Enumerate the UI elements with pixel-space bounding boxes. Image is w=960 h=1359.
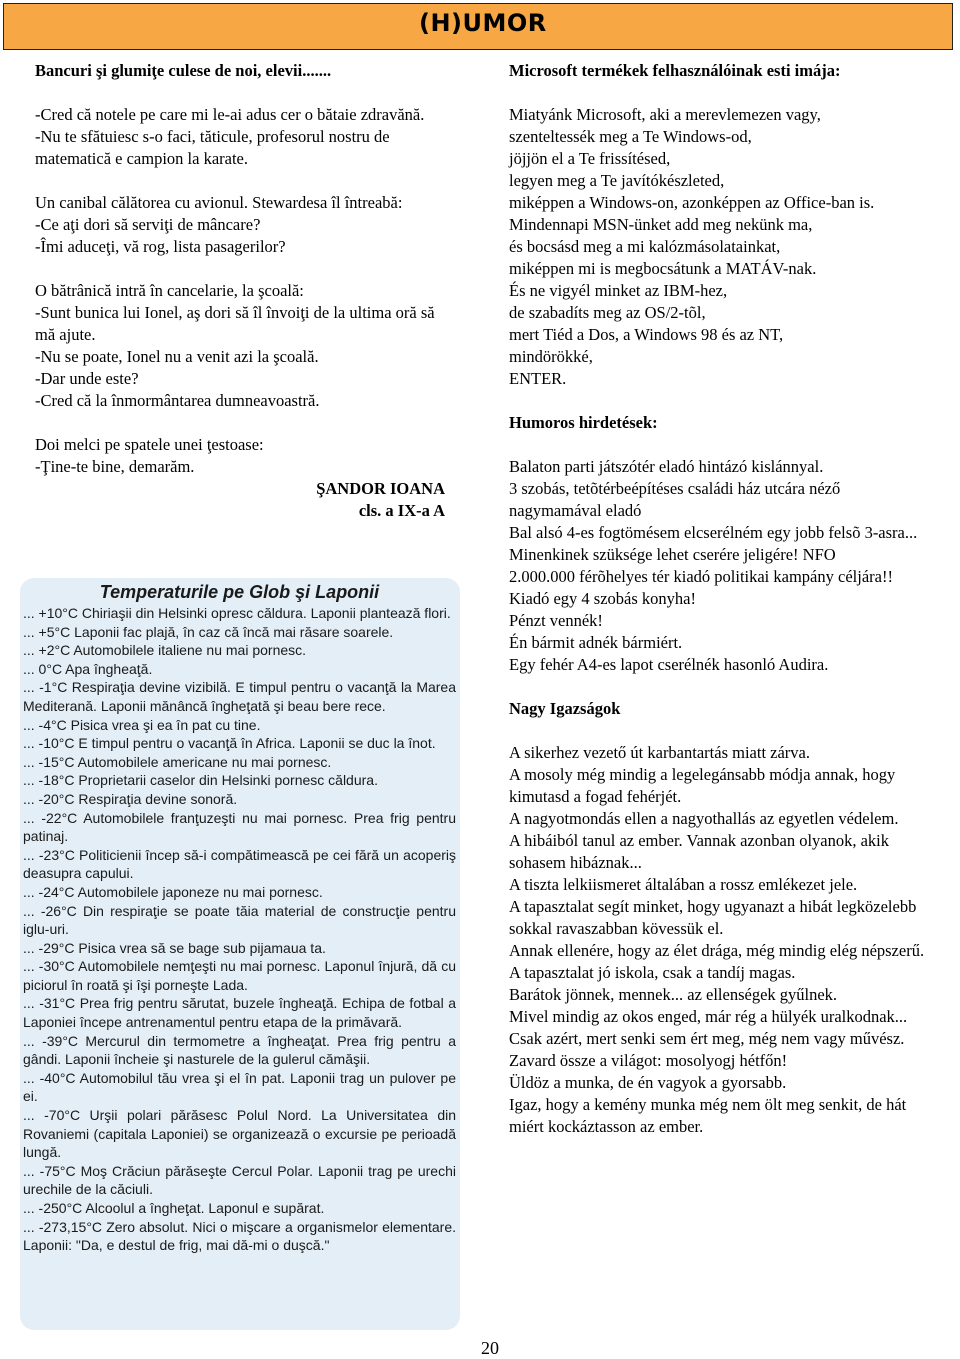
joke-line: -Cred că notele pe care mi le-ai adus cer o bătaie zdravănă. — [35, 105, 425, 124]
truth-item: Üldöz a munka, de én vagyok a gyorsabb. — [509, 1073, 787, 1092]
temperature-line: ... 0°C Apa îngheaţă. — [23, 660, 153, 677]
temperature-line: ... -40°C Automobilul tău vrea şi el în pat. Laponii trag un pulover pe ei. — [23, 1069, 456, 1105]
joke-line: -Cred că la înmormântarea dumneavoastră. — [35, 391, 320, 410]
joke-line: -Nu se poate, Ionel nu a venit azi la şcoală. — [35, 347, 319, 366]
temperature-line: ... -18°C Proprietarii caselor din Helsinki pornesc căldura. — [23, 772, 378, 789]
page-number: 20 — [481, 1338, 499, 1358]
temperature-line: ... -15°C Automobilele americane nu mai pornesc. — [23, 753, 332, 770]
prayer-line: jöjjön el a Te frissítésed, — [509, 149, 671, 168]
prayer-line: miképpen mi is megbocsátunk a MATÁV-nak. — [509, 259, 817, 278]
truth-item: A tapasztalat segít minket, hogy ugyanazt a hibát legközelebb sokkal ravaszabban kövessük el. — [509, 897, 917, 938]
right-column — [509, 60, 925, 1138]
temperature-line: ... +5°C Laponii fac plajă, în caz că încă mai răsare soarele. — [23, 623, 394, 640]
joke-4 — [35, 434, 453, 478]
prayer-line: Mindennapi MSN-ünket add meg nekünk ma, — [509, 215, 813, 234]
temperatures-title: Temperaturile pe Glob şi Laponii — [99, 582, 380, 602]
joke-line: -Ce aţi dori să serviţi de mâncare? — [35, 215, 261, 234]
ad-item: 3 szobás, tetõtérbeépítéses családi ház utcára néző nagymamával eladó — [509, 479, 841, 520]
author-class: cls. a IX-a A — [358, 501, 445, 520]
temperature-line: ... -23°C Politicienii încep să-i compătimească pe cei fără un acoperiş deasupra capului. — [23, 846, 456, 882]
temperature-line: ... +2°C Automobilele italiene nu mai pornesc. — [23, 642, 307, 659]
temperature-line: ... -20°C Respiraţia devine sonoră. — [23, 790, 238, 807]
temperature-line: ... +10°C Chiriaşii din Helsinki opresc căldura. Laponii plantează flori. — [23, 605, 451, 621]
truth-item: A hibáiból tanul az ember. Vannak azonban olyanok, akik sohasem hibáznak... — [509, 831, 890, 872]
page-section-title: (H)UMOR — [419, 9, 547, 37]
ads-list — [509, 456, 925, 676]
joke-1 — [35, 104, 453, 170]
temperature-line: ... -70°C Urşii polari părăsesc Polul Nord. La Universitatea din Rovaniemi (capitala Laponiei) se organizează o excursie pe perioadă lungă. — [23, 1107, 456, 1161]
truth-item: Annak ellenére, hogy az élet drága, még mindig elég népszerű. — [509, 941, 925, 960]
prayer-line: szenteltessék meg a Te Windows-od, — [509, 127, 752, 146]
joke-2 — [35, 192, 453, 258]
joke-line: O bătrânică intră în cancelarie, la şcoală: — [35, 281, 304, 300]
temperature-line: ... -250°C Alcoolul a îngheţat. Laponul e supărat. — [23, 1200, 325, 1216]
truth-item: A nagyotmondás ellen a nagyothallás az egyetlen védelem. — [509, 809, 899, 828]
temperature-line: ... -39°C Mercurul din termometre a îngheaţat. Prea frig pentru a gândi. Laponii încheie şi nasturele de la gulerul cămăşii. — [23, 1032, 456, 1068]
temperature-line: ... -273,15°C Zero absolut. Nici o mişcare a organismelor elementare. Laponii: "Da, e destul de frig, mai dă-mi o duşcă." — [23, 1218, 456, 1254]
truth-item: Csak azért, mert senki sem ért meg, még nem vagy művész. — [509, 1029, 905, 1048]
prayer-line: ENTER. — [509, 369, 567, 388]
temperatures-list — [23, 604, 456, 1255]
temperatures-box — [20, 578, 460, 1330]
temperature-line: ... -26°C Din respiraţie se poate tăia material de construcţie pentru iglu-uri. — [23, 902, 456, 938]
prayer-line: legyen meg a Te javítókészleted, — [509, 171, 725, 190]
prayer-line: mert Tiéd a Dos, a Windows 98 és az NT, — [509, 325, 784, 344]
prayer-line: de szabadíts meg az OS/2-tõl, — [509, 303, 706, 322]
temperature-line: ... -75°C Moş Crăciun părăseşte Cercul Polar. Laponii trag pe urechi urechile de la căciuli. — [23, 1162, 456, 1198]
temperature-line: ... -4°C Pisica vrea şi ea în pat cu tine. — [23, 716, 261, 733]
joke-line: -Nu te sfătuiesc s-o faci, tăticule, profesorul nostru de matematică e campion la karate. — [35, 127, 390, 168]
truth-item: Barátok jönnek, mennek... az ellenségek gyűlnek. — [509, 985, 838, 1004]
joke-line: -Ţine-te bine, demarăm. — [35, 457, 195, 476]
author-name: ŞANDOR IOANA — [316, 479, 445, 498]
truth-item: A tiszta lelkiismeret általában a rossz emlékezet jele. — [509, 875, 858, 894]
joke-line: Doi melci pe spatele unei ţestoase: — [35, 435, 264, 454]
temperature-line: ... -31°C Prea frig pentru sărutat, buzele îngheaţă. Echipa de fotbal a Laponiei începe antrenamentul pentru etapa de la primăvară. — [23, 995, 456, 1031]
ads-heading: Humoros hirdetések: — [509, 413, 658, 432]
ad-item: 2.000.000 férõhelyes tér kiadó politikai kampány céljára!! — [509, 567, 893, 586]
joke-line: Un canibal călătorea cu avionul. Stewardesa îl întreabă: — [35, 193, 403, 212]
ad-item: Kiadó egy 4 szobás konyha! — [509, 589, 696, 608]
truth-item: A mosoly még mindig a legelegánsabb módja annak, hogy kimutasd a fogad fehérjét. — [509, 765, 896, 806]
ad-item: Balaton parti játszótér eladó hintázó kislánnyal. — [509, 457, 824, 476]
prayer-heading: Microsoft termékek felhasználóinak esti imája: — [509, 61, 841, 80]
prayer-text — [509, 104, 925, 390]
temperature-line: ... -30°C Automobilele nemţeşti nu mai pornesc. Laponul înjură, dă cu piciorul în roată şi îşi porneşte Lada. — [23, 958, 456, 993]
joke-line: -Îmi aduceţi, vă rog, lista pasagerilor? — [35, 237, 286, 256]
truth-item: A sikerhez vezető út karbantartás miatt zárva. — [509, 743, 810, 762]
temperature-line: ... -22°C Automobilele franţuzeşti nu mai pornesc. Prea frig pentru patinaj. — [23, 809, 456, 845]
temperature-line: ... -1°C Respiraţia devine vizibilă. E timpul pentru o vacanţă la Marea Mediterană. Laponii mănâncă îngheţată şi beau bere rece. — [23, 679, 456, 714]
ad-item: Én bármit adnék bármiért. — [509, 633, 683, 652]
joke-3 — [35, 280, 453, 412]
prayer-line: miképpen a Windows-on, azonképpen az Office-ban is. — [509, 193, 875, 212]
ad-item: Bal alsó 4-es fogtömésem elcserélném egy jobb felsõ 3-asra... Minenkinek szüksége lehet cserére jeligére! NFO — [509, 523, 918, 564]
truths-heading: Nagy Igazságok — [509, 699, 621, 718]
temperature-line: ... -10°C E timpul pentru o vacanţă în Africa. Laponii se duc la înot. — [23, 735, 436, 752]
truth-item: Zavard össze a világot: mosolyogj hétfőn! — [509, 1051, 788, 1070]
truth-item: Igaz, hogy a kemény munka még nem ölt meg senkit, de hát miért kockáztasson az ember. — [509, 1095, 907, 1136]
prayer-line: És ne vigyél minket az IBM-hez, — [509, 281, 728, 300]
prayer-line: mindörökké, — [509, 347, 593, 366]
jokes-heading: Bancuri şi glumiţe culese de noi, elevii....... — [35, 61, 332, 80]
left-column — [35, 60, 453, 522]
prayer-line: és bocsásd meg a mi kalózmásolatainkat, — [509, 237, 781, 256]
prayer-line: Miatyánk Microsoft, aki a merevlemezen vagy, — [509, 105, 821, 124]
ad-item: Pénzt vennék! — [509, 611, 603, 630]
temperature-line: ... -24°C Automobilele japoneze nu mai pornesc. — [23, 883, 323, 900]
temperature-line: ... -29°C Pisica vrea să se bage sub pijamaua ta. — [23, 939, 326, 956]
truth-item: Mivel mindig az okos enged, már rég a hülyék uralkodnak... — [509, 1007, 908, 1026]
joke-line: -Sunt bunica lui Ionel, aş dori să îl învoiţi de la ultima oră să mă ajute. — [35, 303, 435, 344]
joke-line: -Dar unde este? — [35, 369, 139, 388]
truths-list — [509, 742, 925, 1138]
ad-item: Egy fehér A4-es lapot cserélnék hasonló Audira. — [509, 655, 829, 674]
truth-item: A tapasztalat jó iskola, csak a tandíj magas. — [509, 963, 796, 982]
